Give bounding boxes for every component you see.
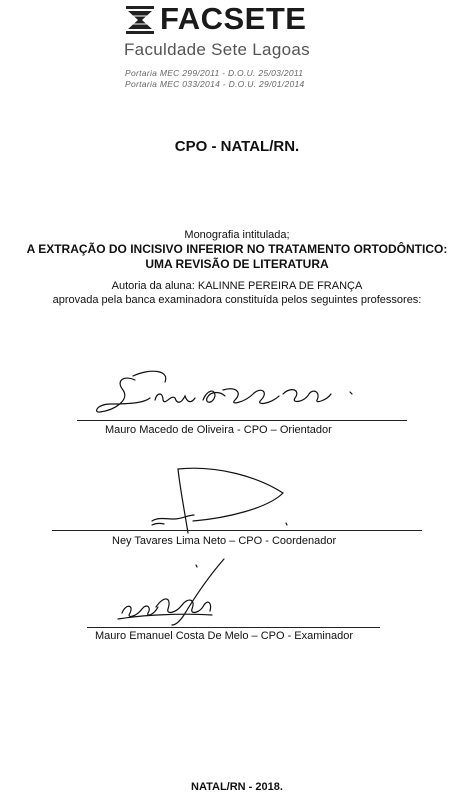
footer-place-date: NATAL/RN - 2018. xyxy=(191,781,283,793)
signature-line xyxy=(77,420,407,421)
signatory-examinador: Mauro Emanuel Costa De Melo – CPO - Examinador xyxy=(95,630,353,642)
handwritten-signature-coordenador xyxy=(148,463,308,543)
page-title: CPO - NATAL/RN. xyxy=(174,138,300,155)
signature-line xyxy=(87,627,380,628)
approval-line: aprovada pela banca examinadora constituída pelos seguintes professores: xyxy=(52,294,422,306)
thesis-title xyxy=(0,242,474,272)
portaria-line: Portaria MEC 299/2011 - D.O.U. 25/03/2011 xyxy=(125,68,304,78)
monografia-label: Monografia intitulada; xyxy=(184,229,290,241)
facsete-logo-icon xyxy=(125,5,155,35)
logo-name: FACSETE xyxy=(160,1,307,36)
signature-line xyxy=(52,530,422,531)
signatory-coordenador: Ney Tavares Lima Neto – CPO - Coordenador xyxy=(112,535,337,547)
thesis-title-line: A EXTRAÇÃO DO INCISIVO INFERIOR NO TRATAMENTO ORTODÔNTICO: xyxy=(26,242,448,256)
author-line: Autoria da aluna: KALINNE PEREIRA DE FRANÇA xyxy=(111,280,363,292)
logo-subname: Faculdade Sete Lagoas xyxy=(124,40,310,59)
handwritten-signature-orientador xyxy=(95,360,365,422)
signatory-orientador: Mauro Macedo de Oliveira - CPO – Orientador xyxy=(105,424,332,436)
thesis-title-line: UMA REVISÃO DE LITERATURA xyxy=(145,257,329,271)
handwritten-signature-examinador xyxy=(112,555,232,635)
portaria-line: Portaria MEC 033/2014 - D.O.U. 29/01/2014 xyxy=(125,79,305,89)
